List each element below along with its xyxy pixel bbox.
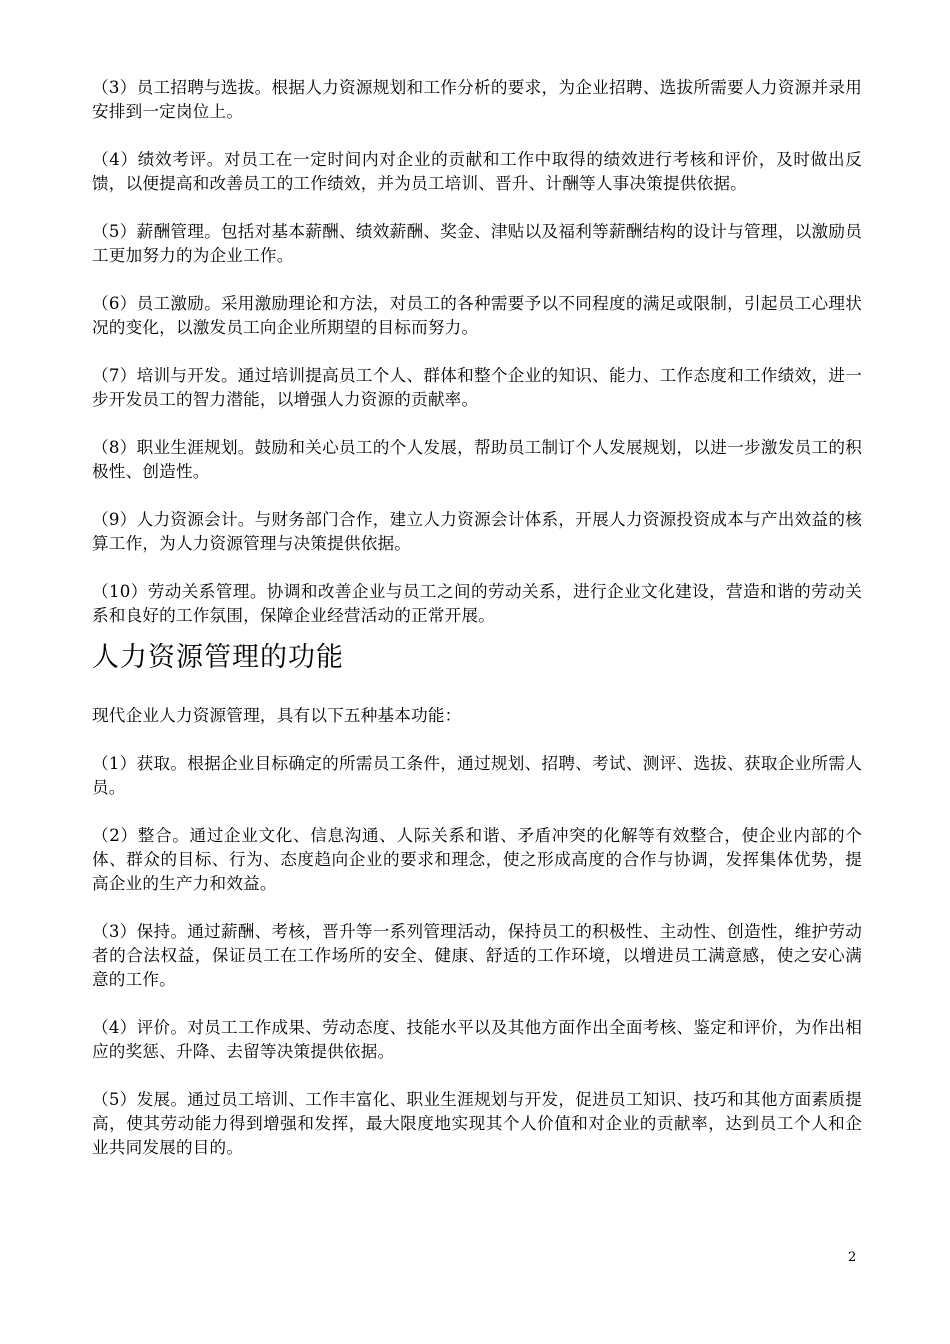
section-intro: 现代企业人力资源管理，具有以下五种基本功能： <box>92 706 462 725</box>
section-heading: 人力资源管理的功能 <box>92 642 344 673</box>
paragraph-recruitment: （3）员工招聘与选拔。根据人力资源规划和工作分析的要求，为企业招聘、选拔所需要人力资源并录用安排到一定岗位上。 <box>92 78 862 121</box>
paragraph-evaluation: （4）评价。对员工工作成果、劳动态度、技能水平以及其他方面作出全面考核、鉴定和评价，为作出相应的奖惩、升降、去留等决策提供依据。 <box>92 1018 862 1061</box>
paragraph-training: （7）培训与开发。通过培训提高员工个人、群体和整个企业的知识、能力、工作态度和工作绩效，进一步开发员工的智力潜能，以增强人力资源的贡献率。 <box>92 366 862 409</box>
paragraph-integration: （2）整合。通过企业文化、信息沟通、人际关系和谐、矛盾冲突的化解等有效整合，使企业内部的个体、群众的目标、行为、态度趋向企业的要求和理念，使之形成高度的合作与协调，发挥集体优势，提高企业的生产力和效益。 <box>92 826 862 893</box>
paragraph-performance-appraisal: （4）绩效考评。对员工在一定时间内对企业的贡献和工作中取得的绩效进行考核和评价，及时做出反馈，以便提高和改善员工的工作绩效，并为员工培训、晋升、计酬等人事决策提供依据。 <box>92 150 862 193</box>
paragraph-compensation: （5）薪酬管理。包括对基本薪酬、绩效薪酬、奖金、津贴以及福利等薪酬结构的设计与管理，以激励员工更加努力的为企业工作。 <box>92 222 862 265</box>
paragraph-acquisition: （1）获取。根据企业目标确定的所需员工条件，通过规划、招聘、考试、测评、选拔、获取企业所需人员。 <box>92 754 862 797</box>
paragraph-career-planning: （8）职业生涯规划。鼓励和关心员工的个人发展，帮助员工制订个人发展规划，以进一步激发员工的积极性、创造性。 <box>92 438 862 481</box>
paragraph-motivation: （6）员工激励。采用激励理论和方法，对员工的各种需要予以不同程度的满足或限制，引起员工心理状况的变化，以激发员工向企业所期望的目标而努力。 <box>92 294 862 337</box>
document-page <box>92 76 862 1184</box>
paragraph-development: （5）发展。通过员工培训、工作丰富化、职业生涯规划与开发，促进员工知识、技巧和其他方面素质提高，使其劳动能力得到增强和发挥，最大限度地实现其个人价值和对企业的贡献率，达到员工个人和企业共同发展的目的。 <box>92 1090 862 1157</box>
page-number: 2 <box>848 1250 857 1265</box>
paragraph-labor-relations: （10）劳动关系管理。协调和改善企业与员工之间的劳动关系，进行企业文化建设，营造和谐的劳动关系和良好的工作氛围，保障企业经营活动的正常开展。 <box>92 582 862 625</box>
paragraph-retention: （3）保持。通过薪酬、考核，晋升等一系列管理活动，保持员工的积极性、主动性、创造性，维护劳动者的合法权益，保证员工在工作场所的安全、健康、舒适的工作环境，以增进员工满意感，使之安心满意的工作。 <box>92 922 862 989</box>
paragraph-hr-accounting: （9）人力资源会计。与财务部门合作，建立人力资源会计体系，开展人力资源投资成本与产出效益的核算工作，为人力资源管理与决策提供依据。 <box>92 510 862 553</box>
